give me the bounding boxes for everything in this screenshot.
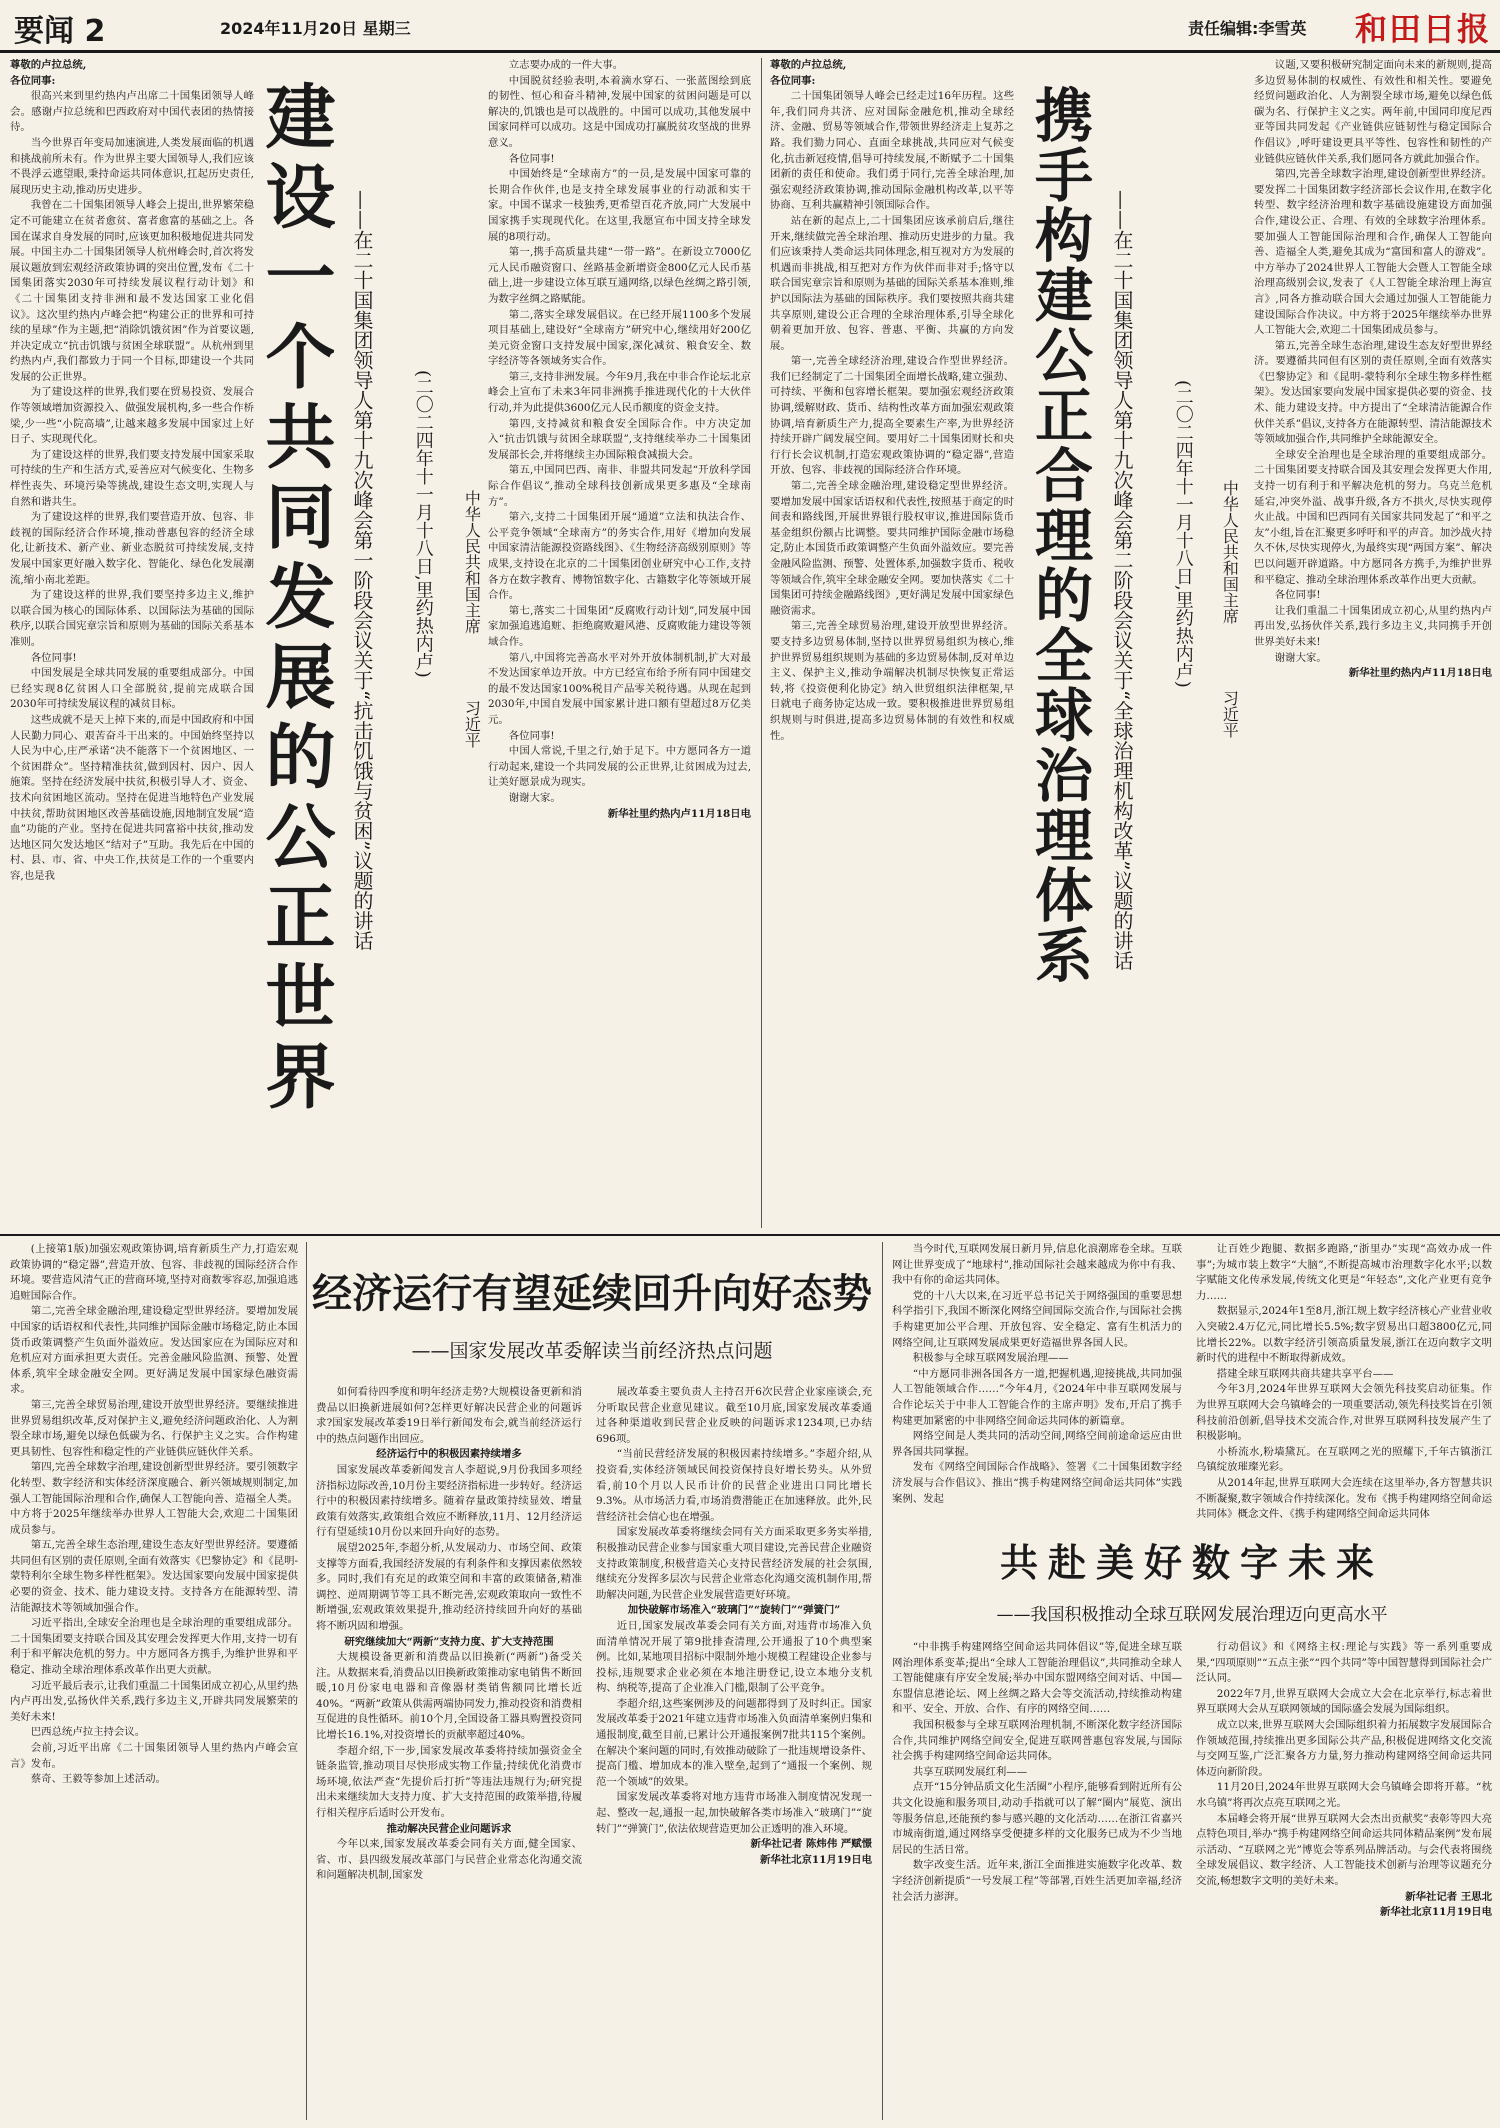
- paragraph: 点开“15分钟品质文化生活圈”小程序,能够看到附近所有公共文化设施和服务项目,动动手指就可以了解“圈内”展览、演出等服务信息,还能预约参与感兴趣的文化活动……在浙江省嘉兴市城南街道,通过网络享受便捷多样的文化服务已成为不少当地居民的生活日常。: [892, 1781, 1182, 1856]
- paragraph: 当今时代,互联网发展日新月异,信息化浪潮席卷全球。互联网让世界变成了“地球村”,推动国际社会越来越成为你中有我、我中有你的命运共同体。: [892, 1243, 1182, 1287]
- article-2-title: 携手构建公正合理的全球治理体系: [1025, 85, 1093, 985]
- article-2-subtitle: ——在二十国集团领导人第十九次峰会第二阶段会议关于“全球治理机构改革”议题的讲话: [1110, 190, 1134, 971]
- article-4-subtitle: ——我国积极推动全球互联网发展治理迈向更高水平: [996, 1605, 1388, 1625]
- column-divider: [761, 58, 762, 1228]
- article-4-title: 共赴美好数字未来: [999, 1540, 1384, 1585]
- article-2-date-note: (二〇二四年十一月十八日,里约热内卢): [1172, 380, 1194, 688]
- paragraph: 为了建设这样的世界,我们要在贸易投资、发展合作等领域增加资源投入、做强发展机构,多一些合作桥梁,少一些“小院高墙”,让越来越多发展中国家过上好日子、实现现代化。: [10, 386, 254, 446]
- editor-credit: 责任编辑:李雪英: [1188, 19, 1307, 38]
- paragraph: 李超介绍,下一步,国家发展改革委将持续加强资金全链条监管,推动项目尽快形成实物工作量;持续优化消费市场环境,依法严查“先提价后打折”等违法违规行为;研究提出未来继续加大支持力度、扩大支持范围的政策举措,待履行相关程序后适时公开发布。: [316, 1744, 582, 1820]
- paragraph: 近日,国家发展改革委会同有关方面,对违背市场准入负面清单情况开展了第9批排查清理,公开通报了10个典型案例。比如,某地项目招标中限制外地小规模工程建设企业参与投标,违规要求企业必须在本地注册登记,设立本地分支机构、纳税等,提高了企业准入门槛,限制了公平竞争。: [596, 1619, 872, 1695]
- paragraph: 加快破解市场准入“玻璃门”“旋转门”“弹簧门”: [627, 1604, 841, 1617]
- section-rule: [0, 1234, 1500, 1236]
- paragraph: 共享互联网发展红利——: [912, 1765, 1028, 1778]
- paragraph: 让百姓少跑腿、数据多跑路,“浙里办”实现“高效办成一件事”;为城市装上数字“大脑”,不断提高城市治理数字化水平;以数字赋能文化传承发展,传统文化更是“年轻态”,文化产业更有竞争力……: [1196, 1243, 1492, 1302]
- article-2-column-1: [770, 58, 1014, 1228]
- paragraph: (上接第1版)加强宏观政策协调,培育新质生产力,打造宏观政策协调的“稳定器”,营造开放、包容、非歧视的国际经济合作环境。要营造风清气正的营商环境,坚持对商数零容忍,加强追逃追赃国际合作。: [10, 1243, 298, 1302]
- paragraph: 2022年7月,世界互联网大会成立大会在北京举行,标志着世界互联网大会从互联网领域的国际盛会发展为国际组织。: [1196, 1687, 1492, 1716]
- paragraph: 发布《网络空间国际合作战略》、签署《二十国集团数字经济发展与合作倡议》、推出“携手构建网络空间命运共同体”实践案例、发起: [892, 1461, 1182, 1505]
- column-divider: [306, 1242, 307, 2120]
- article-3-lead-column: [10, 1242, 298, 2120]
- paragraph: 二十国集团领导人峰会已经走过16年历程。这些年,我们同舟共济、应对国际金融危机,推动全球经济、金融、贸易等领域合作,带领世界经济走上复苏之路。我们勠力同心、直面全球挑战,共同应对气候变化,抗击新冠疫情,倡导可持续发展,不断赋予二十国集团新的责任和使命。我们勇于同行,完善全球治理,加强宏观经济政策协调,推动国际金融机构改革,以平等协商、互利共赢精神引领国际合作。: [770, 90, 1014, 212]
- paragraph: 11月20日,2024年世界互联网大会乌镇峰会即将开幕。“枕水乌镇”将再次点亮互联网之光。: [1196, 1781, 1492, 1809]
- paragraph: 从2014年起,世界互联网大会连续在这里举办,各方智慧共识不断凝聚,数字领域合作持续深化。发布《携手构建网络空间命运共同体》概念文件、《携手构建网络空间命运共同体: [1196, 1476, 1492, 1521]
- paragraph: 各位同事!: [508, 729, 555, 742]
- paragraph: 谢谢大家。: [508, 791, 561, 804]
- article-1-column-2: [488, 58, 751, 1228]
- paragraph: 第五,中国同巴西、南非、非盟共同发起“开放科学国际合作倡议”,推动全球科技创新成果更多惠及“全球南方”。: [488, 464, 751, 508]
- paragraph: 新华社北京11月19日电: [759, 1853, 872, 1866]
- paragraph: 让我们重温二十国集团成立初心,从里约热内卢再出发,弘扬伙伴关系,践行多边主义,共同携手开创世界美好未来!: [1254, 604, 1492, 648]
- paragraph: 习近平指出,全球安全治理也是全球治理的重要组成部分。二十国集团要支持联合国及其安理会发挥更大作用,支持一切有利于和平解决危机的努力。中方愿同各方携手,为维护世界和平稳定、推动全球治理体系改革作出更大贡献。: [10, 1617, 298, 1677]
- paragraph: 第八,中国将完善高水平对外开放体制机制,扩大对最不发达国家单边开放。中方已经宣布给予所有同中国建交的最不发达国家100%税目产品零关税待遇。从现在起到2030年,中国自发展中国家累计进口额有望超过8万亿美元。: [488, 651, 751, 726]
- paragraph: 全球安全治理也是全球治理的重要组成部分。二十国集团要支持联合国及其安理会发挥更大作用,支持一切有利于和平解决危机的努力。乌克兰危机延宕,冲突外溢、战事升级,各方不拱火,尽快实现停火止战。中国和巴西同有关国家共同发起了“和平之友”小组,旨在汇聚更多呼吁和平的声音。加沙战火持久不休,尽快实现停火,为最终实现“两国方案”、解决巴以问题开辟道路。中方愿同各方携手,为维护世界和平稳定、推动全球治理体系改革作出更大贡献。: [1254, 448, 1492, 586]
- paragraph: 第三,支持非洲发展。今年9月,我在中非合作论坛北京峰会上宣布了未来3年同非洲携手推进现代化的十大伙伴行动,并为此提供3600亿元人民币额度的资金支持。: [488, 370, 751, 415]
- paragraph: 国家发展改革委将对地方违背市场准入制度情况发现一起、整改一起,通报一起,加快破解各类市场准入“玻璃门”“旋转门”“弹簧门”,依法依规营造更加公正透明的准入环境。: [596, 1791, 872, 1835]
- article-2-author: 习近平: [1220, 690, 1240, 738]
- paragraph: 我曾在二十国集团领导人峰会上提出,世界繁荣稳定不可能建立在贫者愈贫、富者愈富的基础之上。各国在谋求自身发展的同时,应该更加积极地促进共同发展。中国主办二十国集团领导人杭州峰会时,首次将发展议题放到宏观经济政策协调的突出位置,发布《二十国集团落实2030年可持续发展议程行动计划》和《二十国集团支持非洲和最不发达国家工业化倡议》。这次里约热内卢峰会把“构建公正的世界和可持续的星球”作为主题,把“消除饥饿贫困”作为首要议题,并决定成立“抗击饥饿与贫困全球联盟”。从杭州到里约热内卢,我们都致力于同一个目标,即建设一个共同发展的公正世界。: [10, 199, 254, 383]
- section-label: 要闻 2: [14, 14, 106, 49]
- paragraph: 立志要办成的一件大事。: [508, 59, 624, 71]
- paragraph: 蔡奇、王毅等参加上述活动。: [30, 1773, 166, 1786]
- paragraph: 李超介绍,这些案例涉及的问题都得到了及时纠正。国家发展改革委于2021年建立违背市场准入负面清单案例归集和通报制度,截至目前,已累计公开通报案例7批共115个案例。在解决个案问题的同时,有效推动破除了一批违规增设条件、提高门槛、增加成本的准入壁垒,起到了“通报一个案例、规范一个领域”的效果。: [596, 1697, 872, 1788]
- paragraph: 中国脱贫经验表明,本着滴水穿石、一张蓝图绘到底的韧性、恒心和奋斗精神,发展中国家的贫困问题是可以解决的,饥饿也是可以战胜的。中国可以成功,其他发展中国家同样可以成功。这是中国成功打赢脱贫攻坚战的世界意义。: [488, 74, 751, 149]
- paragraph: 推动解决民营企业问题诉求: [386, 1822, 512, 1835]
- paragraph: 第三,完善全球贸易治理,建设开放型世界经济。要支持多边贸易体制,坚持以世界贸易组织为核心,维护世界贸易组织规则为基础的多边贸易体制,反对单边主义、保护主义,推动争端解决机制尽快恢复正常运转,将《投资便利化协定》纳入世贸组织法律框架,早日就电子商务协定达成一致。要积极推进世界贸易组织规则与时俱进,提高多边贸易体制的有效性和权威性。: [770, 620, 1014, 742]
- paragraph: 各位同事:: [770, 74, 816, 87]
- article-4-top-column-1: [892, 1242, 1182, 1510]
- newspaper-logo: 和田日报: [1355, 10, 1492, 48]
- article-1-column-1: [10, 58, 254, 1228]
- paragraph: 今年3月,2024年世界互联网大会领先科技奖启动征集。作为世界互联网大会乌镇峰会的一项重要活动,领先科技奖旨在引领科技前沿创新,倡导技术交流合作,对世界互联网科技发展产生了积极影响。: [1196, 1383, 1492, 1443]
- paragraph: 今年以来,国家发展改革委会同有关方面,健全国家、省、市、县四级发展改革部门与民营企业常态化沟通交流和问题解决机制,国家发: [316, 1838, 582, 1882]
- article-1-author-title: 中华人民共和国主席: [462, 490, 482, 634]
- paragraph: 第一,携手高质量共建“一带一路”。在新设立7000亿元人民币融资窗口、丝路基金新增资金800亿元人民币基础上,进一步建设立体互联互通网络,以绿色丝绸之路引领,为数字丝绸之路赋能。: [488, 246, 751, 305]
- paragraph: 很高兴来到里约热内卢出席二十国集团领导人峰会。感谢卢拉总统和巴西政府对中国代表团的热情接待。: [10, 90, 254, 134]
- paragraph: 展改革委主要负责人主持召开6次民营企业家座谈会,充分听取民营企业意见建议。截至10月底,国家发展改革委通过各种渠道收到民营企业反映的问题诉求1234项,已办结696项。: [596, 1386, 872, 1445]
- paragraph: 第三,完善全球贸易治理,建设开放型世界经济。要继续推进世界贸易组织改革,反对保护主义,避免经济问题政治化、人为割裂全球市场,避免以绿色低碳为名、行保护主义之实。合作构建更具韧性、包容性和稳定性的产业链供应链伙伴关系。: [10, 1398, 298, 1458]
- article-2-column-2: [1254, 58, 1492, 1228]
- paragraph: 本届峰会将开展“世界互联网大会杰出贡献奖”表彰等四大亮点特色项目,举办“携手构建网络空间命运共同体精品案例”发布展示活动、“互联网之光”博览会等系列品牌活动。与会代表将围绕全球发展倡议、数字经济、人工智能技术创新与治理等议题充分交流,畅想数字文明的美好未来。: [1196, 1812, 1492, 1887]
- article-3-column-2: [596, 1385, 872, 2120]
- paragraph: 新华社记者 陈炜伟 严赋憬: [750, 1838, 872, 1851]
- paragraph: 第六,支持二十国集团开展“通道”立法和执法合作、公平竞争领域“全球南方”的务实合作,用好《增加向发展中国家清洁能源投资路线图》、《生物经济高级别原则》等成果,支持设在北京的二十国集团创业研究中心工作,支持各方在数字教育、博物馆数字化、古籍数字化等领域开展合作。: [488, 511, 751, 602]
- paragraph: 大规模设备更新和消费品以旧换新(“两新”)备受关注。从数据来看,消费品以旧换新政策推动家电销售不断回暖,10月份家电电器和音像器材类销售额同比增长近40%。“两新”政策从供需两端协同发力,推动投资和消费相互促进的良性循环。前10个月,全国设备工器具购置投资同比增长16.1%,对投资增长的贡献率超过40%。: [316, 1651, 582, 1742]
- page-header: [0, 0, 1500, 53]
- paragraph: 新华社北京11月19日电: [1379, 1906, 1492, 1919]
- article-3-subtitle: ——国家发展改革委解读当前经济热点问题: [411, 1340, 773, 1362]
- paragraph: 成立以来,世界互联网大会国际组织着力拓展数字发展国际合作领域范围,持续推出更多国际公共产品,积极促进网络文化交流与交网互鉴,广泛汇聚各方力量,努力推动构建网络空间命运共同体迈向新阶段。: [1196, 1718, 1492, 1778]
- paragraph: “当前民营经济发展的积极因素持续增多。”李超介绍,从投资看,实体经济领域民间投资保持良好增长势头。从外贸看,前10个月以人民币计价的民营企业进出口同比增长9.3%。从市场活力看,市场消费潜能正在加速释放。此外,民营经济社会信心也在增强。: [596, 1448, 872, 1523]
- paragraph: 新华社里约热内卢11月18日电: [1348, 667, 1492, 680]
- paragraph: 数据显示,2024年1至8月,浙江规上数字经济核心产业营业收入突破2.4万亿元,同比增长5.5%;数字贸易出口超3800亿元,同比增长22%。以数字经济引领高质量发展,浙江在迈向数字文明新时代的进程中不断取得新成效。: [1196, 1305, 1492, 1365]
- paragraph: 第二,落实全球发展倡议。在已经开展1100多个发展项目基础上,建设好“全球南方”研究中心,继续用好200亿美元资金窗口支持发展中国家,深化减贫、粮食安全、数字经济等各领域务实合作。: [488, 308, 751, 368]
- paragraph: 新华社里约热内卢11月18日电: [607, 807, 751, 820]
- paragraph: 议题,又要积极研究制定面向未来的新规则,提高多边贸易体制的权威性、有效性和相关性。要避免经贸问题政治化、人为割裂全球市场,避免以绿色低碳为名、行保护主义之实。两年前,中国同印度尼西亚等国共同发起《产业链供应链韧性与稳定国际合作倡议》,呼吁建设更具平等性、包容性和韧性的产业链供应链伙伴关系,我们愿同各方就此加强合作。: [1254, 59, 1492, 165]
- paragraph: 小桥流水,粉墙黛瓦。在互联网之光的照耀下,千年古镇浙江乌镇绽放璀璨光彩。: [1196, 1445, 1492, 1474]
- paragraph: 第一,完善全球经济治理,建设合作型世界经济。我们已经制定了二十国集团全面增长战略,建立强劲、可持续、平衡和包容增长框架。要加强宏观经济政策协调,缓解财政、货币、结构性改革方面加强宏观政策协调,培育新质生产力,提高全要素生产率,为世界经济持续开辟广阔发展空间。要用好二十国集团财长和央行行长会议机制,打造宏观政策协调的“稳定器”,营造开放、包容、非歧视的国际经济合作环境。: [770, 355, 1014, 477]
- article-4-top-column-2: [1196, 1242, 1492, 1521]
- issue-date: 2024年11月20日 星期三: [220, 19, 411, 38]
- article-2-author-title: 中华人民共和国主席: [1220, 480, 1240, 624]
- paragraph: 积极参与全球互联网发展治理——: [912, 1352, 1069, 1365]
- paragraph: 网络空间是人类共同的活动空间,网络空间前途命运应由世界各国共同掌握。: [892, 1430, 1182, 1458]
- paragraph: 展望2025年,李超分析,从发展动力、市场空间、政策支撑等方面看,我国经济发展的有利条件和支撑因素依然较多。同时,我们有充足的政策空间和丰富的政策储备,精准调控、逆周期调节等工具不断完善,宏观政策取向一致性不断增强,宏观政策效果提升,推动经济持续回升向好的基础将不断巩固和增强。: [316, 1541, 582, 1632]
- paragraph: 会前,习近平出席《二十国集团领导人里约热内卢峰会宣言》发布。: [10, 1742, 298, 1770]
- paragraph: 第四,支持减贫和粮食安全国际合作。中方决定加入“抗击饥饿与贫困全球联盟”,支持继续举办二十国集团发展部长会,并将继续主办国际粮食减损大会。: [488, 417, 751, 461]
- paragraph: 习近平最后表示,让我们重温二十国集团成立初心,从里约热内卢再出发,弘扬伙伴关系,践行多边主义,开辟共同发展繁荣的美好未来!: [10, 1679, 298, 1723]
- paragraph: 尊敬的卢拉总统,: [10, 59, 87, 71]
- paragraph: 搭建全球互联网共商共建共享平台——: [1216, 1367, 1394, 1380]
- paragraph: 国家发展改革委将继续会同有关方面采取更多务实举措,积极推动民营企业参与国家重大项目建设,完善民营企业融资支持政策制度,积极营造关心支持民营经济发展的社会氛围,继续充分发挥多层次与民营企业常态化沟通交流机制作用,帮助解决问题,为民营企业发展营造更好环境。: [596, 1526, 872, 1601]
- article-1-date-note: (二〇二四年十一月十八日,里约热内卢): [412, 370, 434, 678]
- paragraph: 为了建设这样的世界,我们要坚持多边主义,维护以联合国为核心的国际体系、以国际法为基础的国际秩序,以联合国宪章宗旨和原则为基础的国际关系基本准则。: [10, 589, 254, 648]
- article-1-author: 习近平: [462, 700, 482, 748]
- paragraph: 第四,完善全球数字治理,建设创新型世界经济。要发挥二十国集团数字经济部长会议作用,在数字化转型、数字经济治理和数字基础设施建设方面加强合作,建设公正、合理、有效的全球数字治理体系。要加强人工智能国际治理和合作,确保人工智能向善、造福全人类,避免其成为“富国和富人的游戏”。中方举办了2024世界人工智能大会暨人工智能全球治理高级别会议,发表了《人工智能全球治理上海宣言》,同各方推动联合国大会通过加强人工智能能力建设国际合作决议。中方将于2025年继续举办世界人工智能大会,欢迎二十国集团成员参与。: [1254, 168, 1492, 337]
- article-1-subtitle: ——在二十国集团领导人第十九次峰会第一阶段会议关于“抗击饥饿与贫困”议题的讲话: [350, 190, 374, 951]
- paragraph: 经济运行中的积极因素持续增多: [376, 1448, 522, 1461]
- paragraph: 谢谢大家。: [1274, 651, 1327, 664]
- paragraph: 第二,完善全球金融治理,建设稳定型世界经济。要增加发展中国家的话语权和代表性,共同维护国际金融市场稳定,防止本国货币政策调整产生负面外溢效应。发达国家应在为国际应对和危机应对方面承担更大责任。完善金融风险监测、预警、处置体系,筑牢全球金融安全网。更好满足发展中国家绿色融资需求。: [10, 1305, 298, 1396]
- paragraph: 第五,完善全球生态治理,建设生态友好型世界经济。要遵循共同但有区别的责任原则,全面有效落实《巴黎协定》和《昆明-蒙特利尔全球生物多样性框架》。发达国家要向发展中国家提供必要的资金、技术、能力建设支持。中方提出了“全球清洁能源合作伙伴关系”倡议,支持各方在能源转型、清洁能源技术等领域加强合作,共同维护全球能源安全。: [1254, 339, 1492, 446]
- paragraph: 尊敬的卢拉总统,: [770, 59, 847, 71]
- article-4-column-2: [1196, 1640, 1492, 2120]
- paragraph: 为了建设这样的世界,我们要营造开放、包容、非歧视的国际经济合作环境,推动普惠包容的经济全球化,让新技术、新产业、新业态脱贫可持续发展,支持发展中国家更好融入数字化、智能化、绿色化发展潮流,缩小南北差距。: [10, 511, 254, 586]
- paragraph: 当今世界百年变局加速演进,人类发展面临的机遇和挑战前所未有。作为世界主要大国领导人,我们应该不畏浮云遮望眼,秉持命运共同体意识,扛起历史责任,展现历史主动,推动历史进步。: [10, 136, 254, 196]
- paragraph: 数字改变生活。近年来,浙江全面推进实施数字化改革、数字经济创新提质“一号发展工程”等部署,百姓生活更加幸福,经济社会活力澎湃。: [892, 1859, 1182, 1903]
- paragraph: 国家发展改革委新闻发言人李超说,9月份我国多项经济指标边际改善,10月份主要经济指标进一步转好。经济运行中的积极因素持续增多。随着存量政策持续显效、增量政策有效落实,政策组合效应不断释放,11月、12月经济运行有望延续10月份以来回升向好的态势。: [316, 1463, 582, 1539]
- paragraph: 为了建设这样的世界,我们要支持发展中国家采取可持续的生产和生活方式,妥善应对气候变化、生物多样性丧失、环境污染等挑战,建设生态文明,实现人与自然和谐共生。: [10, 448, 254, 508]
- paragraph: 第二,完善全球金融治理,建设稳定型世界经济。要增加发展中国家话语权和代表性,按照基于商定的时间表和路线图,开展世界银行股权审议,推进国际货币基金组织份额占比调整。要共同维护国际金融市场稳定,防止本国货币政策调整产生负面外溢效应。要完善金融风险监测、预警、处置体系,加强数字货币、税收等领域合作,筑牢全球金融安全网。要加快落实《二十国集团可持续金融路线图》,更好满足发展中国家绿色融资需求。: [770, 480, 1014, 617]
- paragraph: 我国积极参与全球互联网治理机制,不断深化数字经济国际合作,共同维护网络空间安全,促进互联网普惠包容发展,与国际社会携手构建网络空间命运共同体。: [892, 1718, 1182, 1763]
- paragraph: 各位同事:: [10, 74, 56, 87]
- paragraph: “中非携手构建网络空间命运共同体倡议”等,促进全球互联网治理体系变革;提出“全球人工智能治理倡议”,共同推动全球人工智能健康有序安全发展;举办中国东盟网络空间对话、中国—东盟信息港论坛、网上丝绸之路大会等交流活动,持续推动构建和平、安全、开放、合作、有序的网络空间……: [892, 1641, 1182, 1716]
- article-4-column-1: [892, 1640, 1182, 2120]
- paragraph: 各位同事!: [1274, 589, 1321, 602]
- article-1-title: 建设一个共同发展的公正世界: [254, 80, 336, 1120]
- paragraph: 新华社记者 王思北: [1405, 1890, 1492, 1903]
- paragraph: “中方愿同非洲各国各方一道,把握机遇,迎接挑战,共同加强人工智能领域合作……”今年4月,《2024年中非互联网发展与合作论坛关于中非人工智能合作的主席声明》发布,开启了携手构建更加紧密的中非网络空间命运共同体的新篇章。: [892, 1367, 1182, 1427]
- paragraph: 研究继续加大“两新”支持力度、扩大支持范围: [344, 1635, 554, 1648]
- paragraph: 党的十八大以来,在习近平总书记关于网络强国的重要思想科学指引下,我国不断深化网络空间国际交流合作,与国际社会携手构建更加公平合理、开放包容、安全稳定、富有生机活力的网络空间,让互联网发展成果更好造福世界各国人民。: [892, 1289, 1182, 1349]
- article-3-title: 经济运行有望延续回升向好态势: [312, 1270, 872, 1317]
- column-divider: [882, 1242, 883, 2120]
- article-3-column-1: [316, 1385, 582, 2120]
- paragraph: 第四,完善全球数字治理,建设创新型世界经济。要引领数字化转型、数字经济和实体经济深度融合、新兴领域规则制定,加强人工智能国际治理和合作,确保人工智能向善、造福全人类。中方将于2025年继续举办世界人工智能大会,欢迎二十国集团成员参与。: [10, 1461, 298, 1536]
- paragraph: 第五,完善全球生态治理,建设生态友好型世界经济。要遵循共同但有区别的责任原则,全面有效落实《巴黎协定》和《昆明-蒙特利尔全球生物多样性框架》。发达国家要向发展中国家提供必要的资金、技术、能力建设支持。支持各方在能源转型、清洁能源技术等领域加强合作。: [10, 1539, 298, 1614]
- paragraph: 巴西总统卢拉主持会议。: [30, 1726, 146, 1739]
- paragraph: 站在新的起点上,二十国集团应该承前启后,继往开来,继续做完善全球治理、推动历史进步的力量。我们应该秉持人类命运共同体理念,相互视对方为发展的机遇而非挑战,相互把对方作为伙伴而非对手;恪守以联合国宪章宗旨和原则为基础的国际关系基本准则,维护以国际法为基础的国际秩序。我们要按照共商共建共享原则,建设公正合理的全球治理体系,引导全球化朝着更加开放、包容、普惠、平衡、共赢的方向发展。: [770, 214, 1014, 352]
- paragraph: 这些成就不是天上掉下来的,而是中国政府和中国人民勤力同心、艰苦奋斗干出来的。中国始终坚持以人民为中心,庄严承诺“决不能落下一个贫困地区、一个贫困群众”。坚持精准扶贫,做到因村、因户、因人施策。坚持在经济发展中扶贫,积极引导人才、资金、技术向贫困地区流动。坚持在促进当地特色产业发展中扶贫,帮助贫困地区改善基础设施,因地制宜发展“造血”功能的产业。坚持在促进共同富裕中扶贫,推动发达地区同欠发达地区“结对子”互助。我先后在中国的村、县、市、省、中央工作,扶贫是工作的一个重要内容,也是我: [10, 713, 254, 882]
- paragraph: 第七,落实二十国集团“反腐败行动计划”,同发展中国家加强追逃追赃、拒绝腐败避风港、反腐败能力建设等领域合作。: [488, 604, 751, 648]
- paragraph: 各位同事!: [508, 152, 555, 165]
- paragraph: 如何看待四季度和明年经济走势?大规模设备更新和消费品以旧换新进展如何?怎样更好解决民营企业的问题诉求?国家发展改革委19日举行新闻发布会,就当前经济运行中的热点问题作出回应。: [316, 1386, 582, 1445]
- paragraph: 中国发展是全球共同发展的重要组成部分。中国已经实现8亿贫困人口全部脱贫,提前完成联合国2030年可持续发展议程的减贫目标。: [10, 667, 254, 711]
- paragraph: 行动倡议》和《网络主权:理论与实践》等一系列重要成果,“四项原则”“五点主张”“四个共同”等中国智慧得到国际社会广泛认同。: [1196, 1641, 1492, 1685]
- paragraph: 各位同事!: [30, 651, 77, 664]
- paragraph: 中国人常说,千里之行,始于足下。中方愿同各方一道行动起来,建设一个共同发展的公正世界,让贫困成为过去,让美好愿景成为现实。: [488, 745, 751, 789]
- paragraph: 中国始终是“全球南方”的一员,是发展中国家可靠的长期合作伙伴,也是支持全球发展事业的行动派和实干家。中国不谋求一枝独秀,更希望百花齐放,同广大发展中国家携手实现现代化。在这里,我愿宣布中国支持全球发展的8项行动。: [488, 168, 751, 243]
